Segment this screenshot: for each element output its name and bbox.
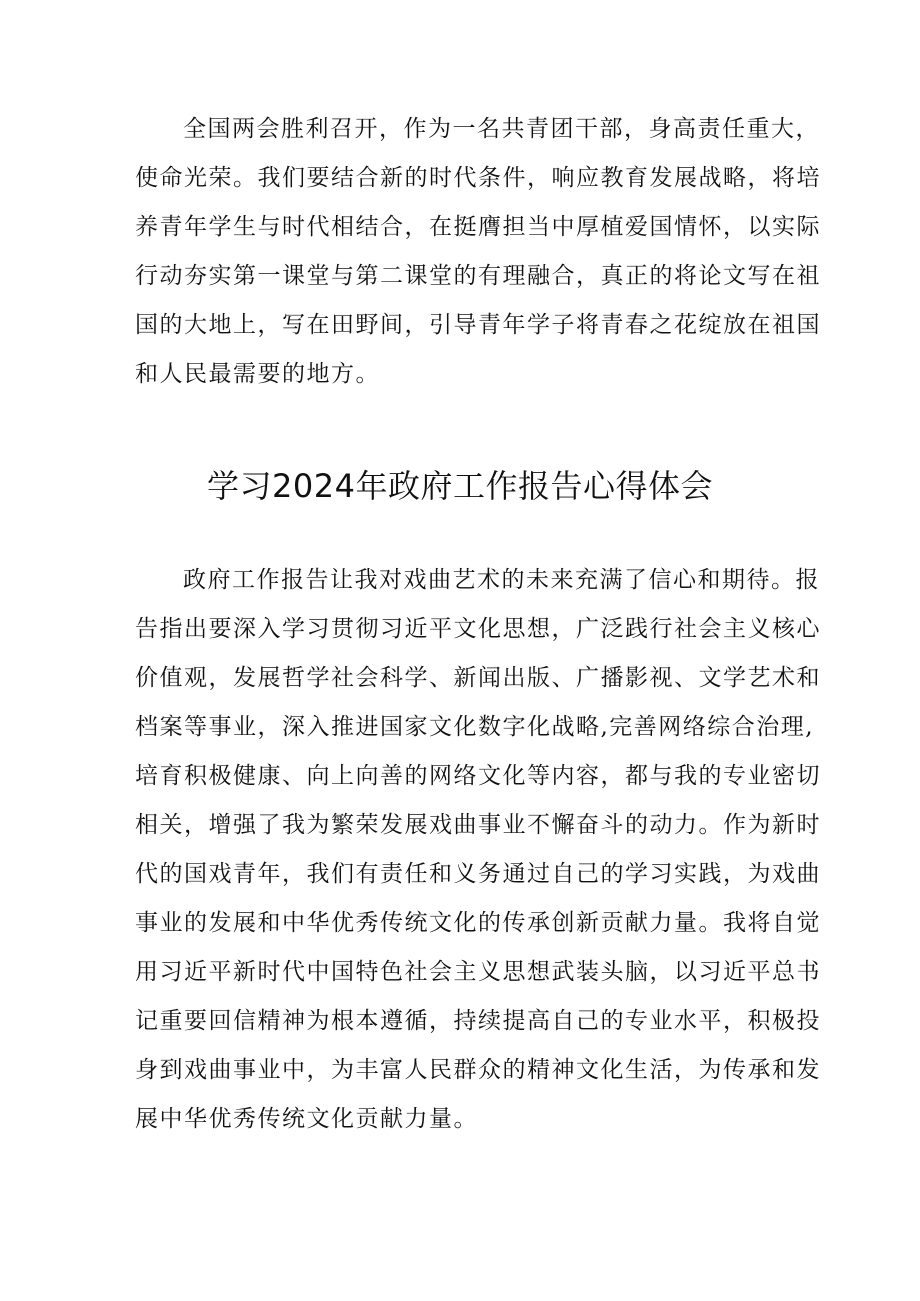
body-line: 代的国戏青年，我们有责任和义务通过自己的学习实践，为戏曲 [135,861,821,887]
body-line: 培育积极健康、向上向善的网络文化等内容，都与我的专业密切 [135,763,821,789]
body-line: 告指出要深入学习贯彻习近平文化思想，广泛践行社会主义核心 [135,616,821,642]
body-line: 用习近平新时代中国特色社会主义思想武装头脑，以习近平总书 [135,959,821,985]
intro-line: 养青年学生与时代相结合，在挺膺担当中厚植爱国情怀，以实际 [135,214,821,240]
section-title: 学习2024年政府工作报告心得体会 [207,467,713,505]
body-line: 档案等事业，深入推进国家文化数字化战略,完善网络综合治理, [135,714,815,740]
body-line: 相关，增强了我为繁荣发展戏曲事业不懈奋斗的动力。作为新时 [135,812,821,838]
intro-line: 国的大地上，写在田野间，引导青年学子将青春之花绽放在祖国 [135,312,821,338]
intro-line: 使命光荣。我们要结合新的时代条件，响应教育发展战略，将培 [135,165,821,191]
body-line: 事业的发展和中华优秀传统文化的传承创新贡献力量。我将自觉 [135,910,821,936]
body-line: 价值观，发展哲学社会科学、新闻出版、广播影视、文学艺术和 [135,665,821,691]
body-line: 政府工作报告让我对戏曲艺术的未来充满了信心和期待。报 [183,567,820,593]
intro-line: 和人民最需要的地方。 [135,361,380,387]
body-line: 记重要回信精神为根本遵循，持续提高自己的专业水平，积极投 [135,1008,821,1034]
body-line: 身到戏曲事业中，为丰富人民群众的精神文化生活，为传承和发 [135,1057,821,1083]
intro-line: 行动夯实第一课堂与第二课堂的有理融合，真正的将论文写在祖 [135,263,821,289]
intro-line: 全国两会胜利召开，作为一名共青团干部，身高责任重大， [183,116,820,142]
body-line: 展中华优秀传统文化贡献力量。 [135,1106,478,1132]
